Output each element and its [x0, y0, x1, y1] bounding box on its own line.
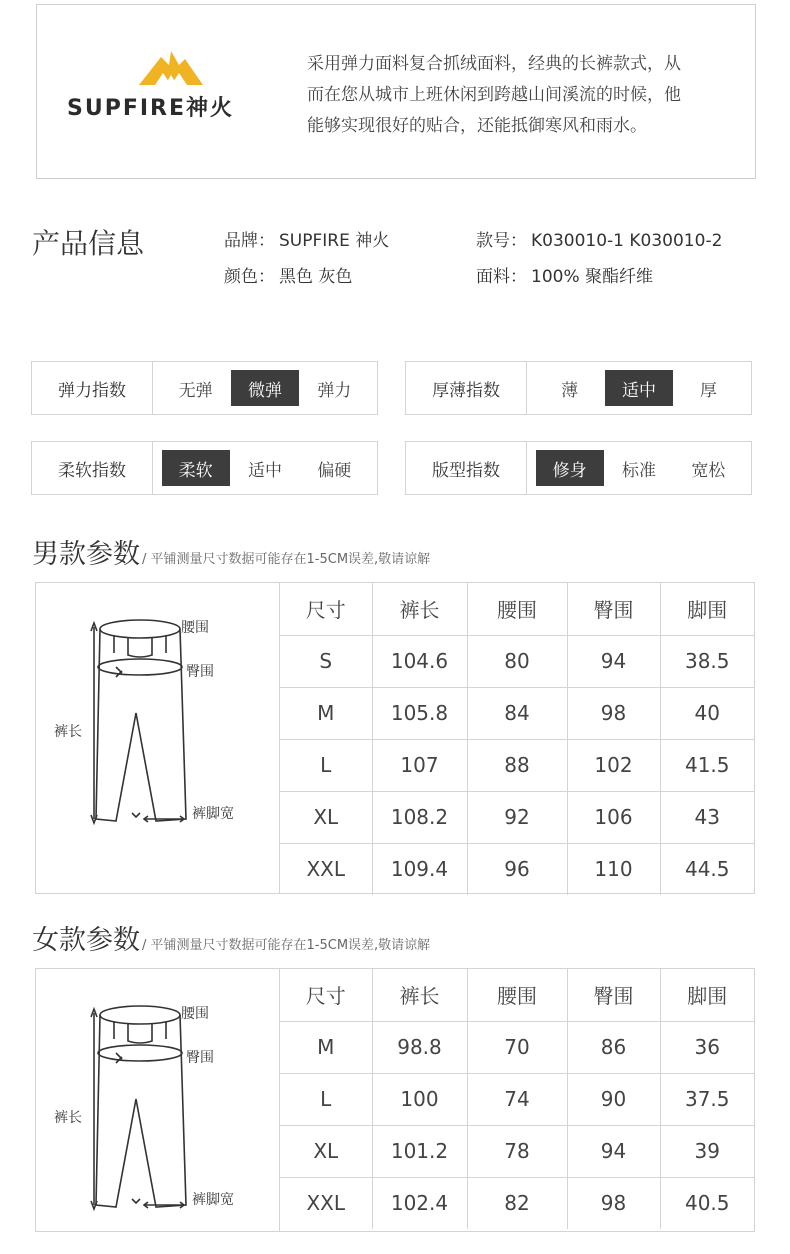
table-cell: 74: [467, 1073, 567, 1125]
index-fit: [405, 441, 752, 495]
table-cell: 104.6: [372, 635, 467, 687]
hip-label: 臀围: [186, 664, 214, 680]
women-size-box: [35, 968, 755, 1232]
table-cell: 102.4: [372, 1177, 467, 1229]
index-thickness: [405, 361, 752, 415]
pants-diagram-icon: [36, 969, 280, 1233]
table-cell: XL: [280, 1125, 372, 1177]
table-cell: 98: [567, 687, 660, 739]
table-cell: 40.5: [684, 1191, 730, 1216]
table-cell: S: [280, 635, 372, 687]
product-info-title: 产品信息: [32, 227, 145, 260]
table-row: [280, 843, 754, 895]
table-header-cell: 脚围: [660, 583, 754, 635]
index-option: 标准: [621, 460, 656, 481]
hip-label: 臀围: [186, 1050, 214, 1066]
table-header-cell: 尺寸: [280, 969, 372, 1021]
table-row: [280, 791, 754, 843]
table-cell: 38.5: [660, 635, 754, 687]
index-options: [153, 450, 377, 486]
table-cell: L: [280, 1073, 372, 1125]
index-label: 柔软指数: [32, 442, 153, 494]
table-cell: 94: [567, 1125, 660, 1177]
index-options: [153, 370, 377, 406]
color-info: [224, 262, 352, 287]
waist-label: 腰围: [181, 620, 209, 636]
table-header-cell: 腰围: [467, 969, 567, 1021]
table-cell: 40: [660, 687, 754, 739]
table-header-row: [280, 583, 754, 635]
women-size-table: [280, 969, 754, 1229]
index-option-selected: 修身: [536, 450, 604, 486]
table-row: [280, 739, 754, 791]
table-row: [280, 1177, 754, 1229]
material-key: 面料：: [476, 267, 527, 287]
table-cell: 109.4: [372, 843, 467, 895]
table-row: [280, 1125, 754, 1177]
table-cell: 80: [467, 635, 567, 687]
men-pants-figure: [36, 583, 280, 893]
women-title: 女款参数: [32, 925, 140, 956]
table-cell: 100: [372, 1073, 467, 1125]
index-option: 弹力: [317, 380, 352, 401]
index-option: 偏硬: [317, 460, 352, 481]
index-option: 厚: [699, 380, 717, 401]
hem-label: 裤脚宽: [192, 806, 234, 822]
table-cell: 96: [467, 843, 567, 895]
index-option: 薄: [561, 380, 579, 401]
table-cell: 84: [467, 687, 567, 739]
index-label: 厚薄指数: [406, 362, 527, 414]
material-value: 100% 聚酯纤维: [531, 267, 654, 287]
table-cell: 101.2: [372, 1125, 467, 1177]
table-header-cell: 尺寸: [280, 583, 372, 635]
men-note: / 平铺测量尺寸数据可能存在1-5CM误差,敬请谅解: [142, 552, 431, 567]
table-row: [280, 635, 754, 687]
table-cell: 88: [467, 739, 567, 791]
index-softness: [31, 441, 378, 495]
intro-line: 能够实现很好的贴合，还能抵御寒风和雨水。: [307, 116, 647, 136]
brand-key: 品牌：: [224, 231, 275, 251]
women-note: / 平铺测量尺寸数据可能存在1-5CM误差,敬请谅解: [142, 938, 431, 953]
table-row: [280, 1021, 754, 1073]
table-header-cell: 裤长: [372, 583, 467, 635]
table-cell: 107: [372, 739, 467, 791]
table-cell: 98: [567, 1177, 660, 1229]
hem-label: 裤脚宽: [192, 1192, 234, 1208]
index-options: [527, 450, 751, 486]
index-option-selected: 微弹: [231, 370, 299, 406]
table-row: [280, 1073, 754, 1125]
color-value: 黑色 灰色: [279, 267, 353, 287]
supfire-logo: [67, 51, 277, 121]
model-info: [476, 226, 722, 251]
table-cell: 43: [660, 791, 754, 843]
waist-label: 腰围: [181, 1006, 209, 1022]
index-option: 适中: [247, 460, 282, 481]
women-pants-figure: [36, 969, 280, 1231]
length-label: 裤长: [54, 724, 82, 740]
index-option-selected: 适中: [605, 370, 673, 406]
model-value: K030010-1 K030010-2: [531, 231, 723, 251]
table-cell: XXL: [280, 843, 372, 895]
table-cell: XXL: [280, 1177, 372, 1229]
men-title: 男款参数: [32, 539, 140, 570]
table-cell: 105.8: [372, 687, 467, 739]
table-cell: 90: [567, 1073, 660, 1125]
logo-text: SUPFIRE神火: [67, 96, 235, 121]
table-cell: L: [280, 739, 372, 791]
table-cell: M: [280, 687, 372, 739]
table-header-cell: 裤长: [372, 969, 467, 1021]
men-section-title: [32, 532, 430, 571]
index-label: 版型指数: [406, 442, 527, 494]
table-cell: 39: [660, 1125, 754, 1177]
table-cell: 86: [567, 1021, 660, 1073]
table-cell: 44.5: [684, 857, 730, 882]
index-options: [527, 370, 751, 406]
table-cell: 70: [467, 1021, 567, 1073]
table-row: [280, 687, 754, 739]
table-cell: 110: [567, 843, 660, 895]
table-cell: 102: [567, 739, 660, 791]
index-label: 弹力指数: [32, 362, 153, 414]
table-header-row: [280, 969, 754, 1021]
table-header-cell: 腰围: [467, 583, 567, 635]
material-info: [476, 262, 653, 287]
men-size-table: [280, 583, 754, 895]
table-header-cell: 脚围: [660, 969, 754, 1021]
flame-logo-icon: [139, 51, 203, 85]
table-cell: 106: [567, 791, 660, 843]
index-elasticity: [31, 361, 378, 415]
table-cell: M: [280, 1021, 372, 1073]
model-key: 款号：: [476, 231, 527, 251]
table-cell: XL: [280, 791, 372, 843]
table-cell: 94: [567, 635, 660, 687]
color-key: 颜色：: [224, 267, 275, 287]
intro-line: 而在您从城市上班休闲到跨越山间溪流的时候，他: [307, 85, 681, 105]
table-cell: 108.2: [372, 791, 467, 843]
length-label: 裤长: [54, 1110, 82, 1126]
index-option-selected: 柔软: [162, 450, 230, 486]
table-cell: 36: [660, 1021, 754, 1073]
index-option: 宽松: [691, 460, 726, 481]
men-size-box: [35, 582, 755, 894]
table-cell: 92: [467, 791, 567, 843]
table-header-cell: 臀围: [567, 583, 660, 635]
table-cell: 37.5: [660, 1073, 754, 1125]
table-cell: 82: [467, 1177, 567, 1229]
brand-value: SUPFIRE 神火: [279, 231, 390, 251]
intro-line: 采用弹力面料复合抓绒面料，经典的长裤款式，从: [307, 54, 681, 74]
table-cell: 41.5: [660, 739, 754, 791]
brand-info: [224, 226, 389, 251]
index-option: 无弹: [178, 380, 213, 401]
brand-box: [36, 4, 756, 179]
table-cell: 78: [467, 1125, 567, 1177]
table-cell: 98.8: [372, 1021, 467, 1073]
table-header-cell: 臀围: [567, 969, 660, 1021]
brand-intro: [307, 49, 737, 142]
women-section-title: [32, 918, 430, 957]
